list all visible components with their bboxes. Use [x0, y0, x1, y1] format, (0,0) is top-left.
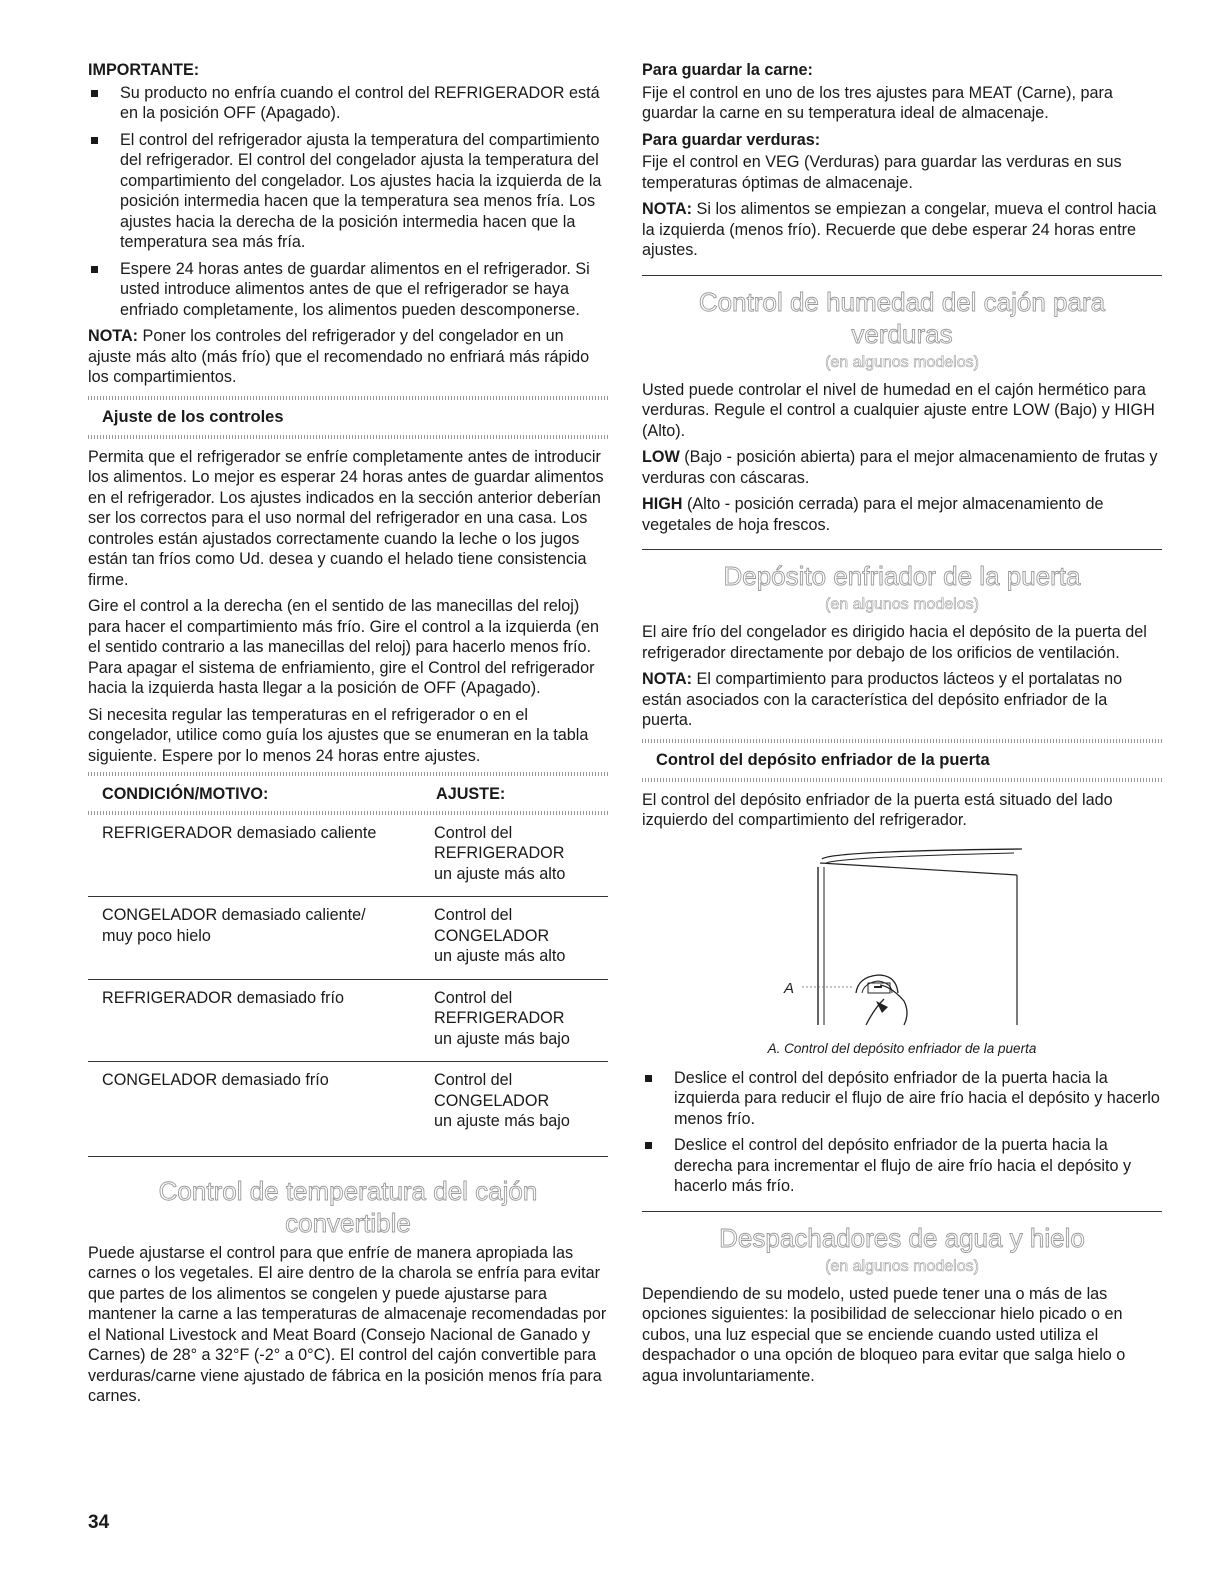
nota-text: Poner los controles del refrigerador y del congelador en un ajuste más alto (más frío) que el recomendado no enfriará más rápido los compartimientos. — [88, 327, 590, 386]
table-header-condition: CONDICIÓN/MOTIVO: — [102, 785, 269, 803]
section-rule — [642, 275, 1162, 276]
table-row — [88, 897, 608, 980]
deposito-control-list — [642, 1068, 1162, 1197]
ajuste-paragraph-3: Si necesita regular las temperaturas en el refrigerador o en el congelador, utilice como guía los ajustes que se enumeran en la tabla siguiente. Espere por lo menos 24 horas entre ajustes. — [88, 705, 589, 765]
despachadores-section-title: Despachadores de agua y hielo — [719, 1222, 1085, 1253]
nota-paragraph — [88, 326, 608, 388]
ajuste-title: Ajuste de los controles — [102, 407, 284, 426]
despachadores-subtitle: (en algunos modelos) — [825, 1257, 979, 1275]
table-cell-ajuste: Control del CONGELADOR un ajuste más alto — [422, 897, 608, 980]
deposito-paragraph: El aire frío del congelador es dirigido hacia el depósito de la puerta del refrigerador directamente por debajo de los orificios de ventilación. — [642, 623, 1147, 662]
ajuste-paragraph-2: Gire el control a la derecha (en el sentido de las manecillas del reloj) para hacer el compartimiento más frío. Gire el control a la izquierda (en el sentido contrario a las manecillas del reloj) para hacerlo menos frío. Para apagar el sistema de enfriamiento, gire el Control del refrigerador hacia la izquierda hasta llegar a la posición de OFF (Apagado). — [88, 597, 600, 697]
humedad-subtitle: (en algunos modelos) — [825, 353, 979, 371]
table-header-ajuste: AJUSTE: — [436, 785, 506, 803]
carne-title: Para guardar la carne: — [642, 61, 813, 79]
ajuste-paragraph-1: Permita que el refrigerador se enfríe completamente antes de introducir los alimentos. Lo mejor es esperar 24 horas antes de guardar alimentos en el refrigerador. Los ajustes indicados en la sección anterior deberían ser los correctos para el uso normal del refrigerador en una casa. Los controles están ajustados correctamente cuando la leche o los jugos están tan fríos como Ud. desea y cuando el helado tiene consistencia firme. — [88, 447, 604, 589]
humedad-section-title: Control de humedad del cajón para verduras — [698, 286, 1106, 349]
table-cell-condition: REFRIGERADOR demasiado caliente — [88, 815, 422, 897]
verduras-title: Para guardar verduras: — [642, 130, 821, 149]
nota-paragraph: NOTA: El compartimiento para productos lácteos y el portalatas no están asociados con la característica del depósito enfriador de la puerta. — [642, 670, 1123, 729]
convertible-section-title: Control de temperatura del cajón convertible — [158, 1175, 538, 1238]
list-item: El control del refrigerador ajusta la temperatura del compartimiento del refrigerador. El control del congelador ajusta la temperatura del compartimiento del congelador. Los ajustes hacia la izquierda de la posición intermedia hacen que la temperatura sea menos fría. Los ajustes hacia la derecha de la posición intermedia hacen que la temperatura sea más fría. — [88, 130, 608, 253]
table-header-row — [88, 782, 608, 811]
table-cell-ajuste: Control del REFRIGERADOR un ajuste más alto — [422, 815, 608, 897]
table-cell-condition: REFRIGERADOR demasiado frío — [88, 979, 422, 1062]
list-item: Deslice el control del depósito enfriador de la puerta hacia la izquierda para reducir el flujo de aire frío hacia el depósito y hacerlo menos frío. — [642, 1068, 1162, 1130]
divider — [642, 739, 1162, 743]
left-column — [88, 60, 608, 1413]
table-cell-condition: CONGELADOR demasiado frío — [88, 1062, 422, 1157]
divider — [642, 778, 1162, 782]
door-bin-figure — [642, 837, 1162, 1037]
section-rule — [642, 549, 1162, 550]
list-item: Deslice el control del depósito enfriador de la puerta hacia la derecha para incrementar el flujo de aire frío hacia el depósito y hacerlo más frío. — [642, 1135, 1162, 1197]
refrigerator-door-illustration — [642, 837, 1162, 1037]
control-deposito-title: Control del depósito enfriador de la puerta — [656, 750, 990, 769]
nota-paragraph: NOTA: Si los alimentos se empiezan a congelar, mueva el control hacia la izquierda (menos frío). Recuerde que debe esperar 24 horas entre ajustes. — [642, 200, 1157, 259]
table-cell-condition: CONGELADOR demasiado caliente/ muy poco hielo — [88, 897, 422, 980]
list-item: Espere 24 horas antes de guardar alimentos en el refrigerador. Si usted introduce alimentos antes de que el refrigerador se haya enfriado completamente, los alimentos pueden descomponerse. — [88, 259, 608, 321]
figure-label-a: A — [784, 979, 795, 997]
figure-caption: A. Control del depósito enfriador de la puerta — [767, 1040, 1037, 1056]
carne-paragraph: Fije el control en uno de los tres ajustes para MEAT (Carne), para guardar la carne en su temperatura ideal de almacenaje. — [642, 83, 1113, 122]
divider — [88, 435, 608, 439]
importante-list — [88, 83, 608, 321]
table-row — [88, 1062, 608, 1157]
settings-table — [88, 782, 608, 1157]
table-cell-ajuste: Control del REFRIGERADOR un ajuste más bajo — [422, 979, 608, 1062]
deposito-section-title: Depósito enfriador de la puerta — [723, 561, 1081, 591]
despachadores-paragraph: Dependiendo de su modelo, usted puede tener una o más de las opciones siguientes: la posibilidad de seleccionar hielo picado o en cubos, una luz especial que se enciende cuando usted utiliza el despachador o una opción de bloqueo para evitar que salga hielo o agua involuntariamente. — [642, 1284, 1126, 1385]
table-cell-ajuste: Control del CONGELADOR un ajuste más bajo — [422, 1062, 608, 1157]
divider — [88, 772, 608, 776]
table-row — [88, 815, 608, 897]
section-rule — [642, 1211, 1162, 1212]
low-paragraph: LOW (Bajo - posición abierta) para el mejor almacenamiento de frutas y verduras con cáscaras. — [642, 448, 1158, 487]
deposito-subtitle: (en algunos modelos) — [825, 596, 979, 613]
divider — [88, 396, 608, 400]
nota-label: NOTA: — [88, 327, 139, 345]
humedad-paragraph: Usted puede controlar el nivel de humedad en el cajón hermético para verduras. Regule el control a cualquier ajuste entre LOW (Bajo) y HIGH (Alto). — [642, 380, 1155, 440]
right-column — [642, 60, 1162, 1392]
table-row — [88, 979, 608, 1062]
convertible-paragraph: Puede ajustarse el control para que enfríe de manera apropiada las carnes o los vegetales. El aire dentro de la charola se enfría para evitar que partes de los alimentos se congelen y puede ajustarse para mantener la carne a las temperaturas de almacenaje recomendadas por el National Livestock and Meat Board (Consejo Nacional de Ganado y Carnes) de 28° a 32°F (-2° a 0°C). El control del cajón convertible para verduras/carne viene ajustado de fábrica en la posición menos fría para carnes. — [88, 1243, 607, 1405]
importante-title: IMPORTANTE: — [88, 61, 200, 79]
list-item: Su producto no enfría cuando el control del REFRIGERADOR está en la posición OFF (Apagado). — [88, 83, 608, 124]
control-deposito-paragraph: El control del depósito enfriador de la puerta está situado del lado izquierdo del compartimiento del refrigerador. — [642, 790, 1113, 829]
page-number: 34 — [88, 1512, 110, 1533]
verduras-paragraph: Fije el control en VEG (Verduras) para guardar las verduras en sus temperaturas óptimas de almacenaje. — [642, 153, 1122, 192]
high-paragraph: HIGH (Alto - posición cerrada) para el mejor almacenamiento de vegetales de hoja frescos. — [642, 495, 1104, 534]
